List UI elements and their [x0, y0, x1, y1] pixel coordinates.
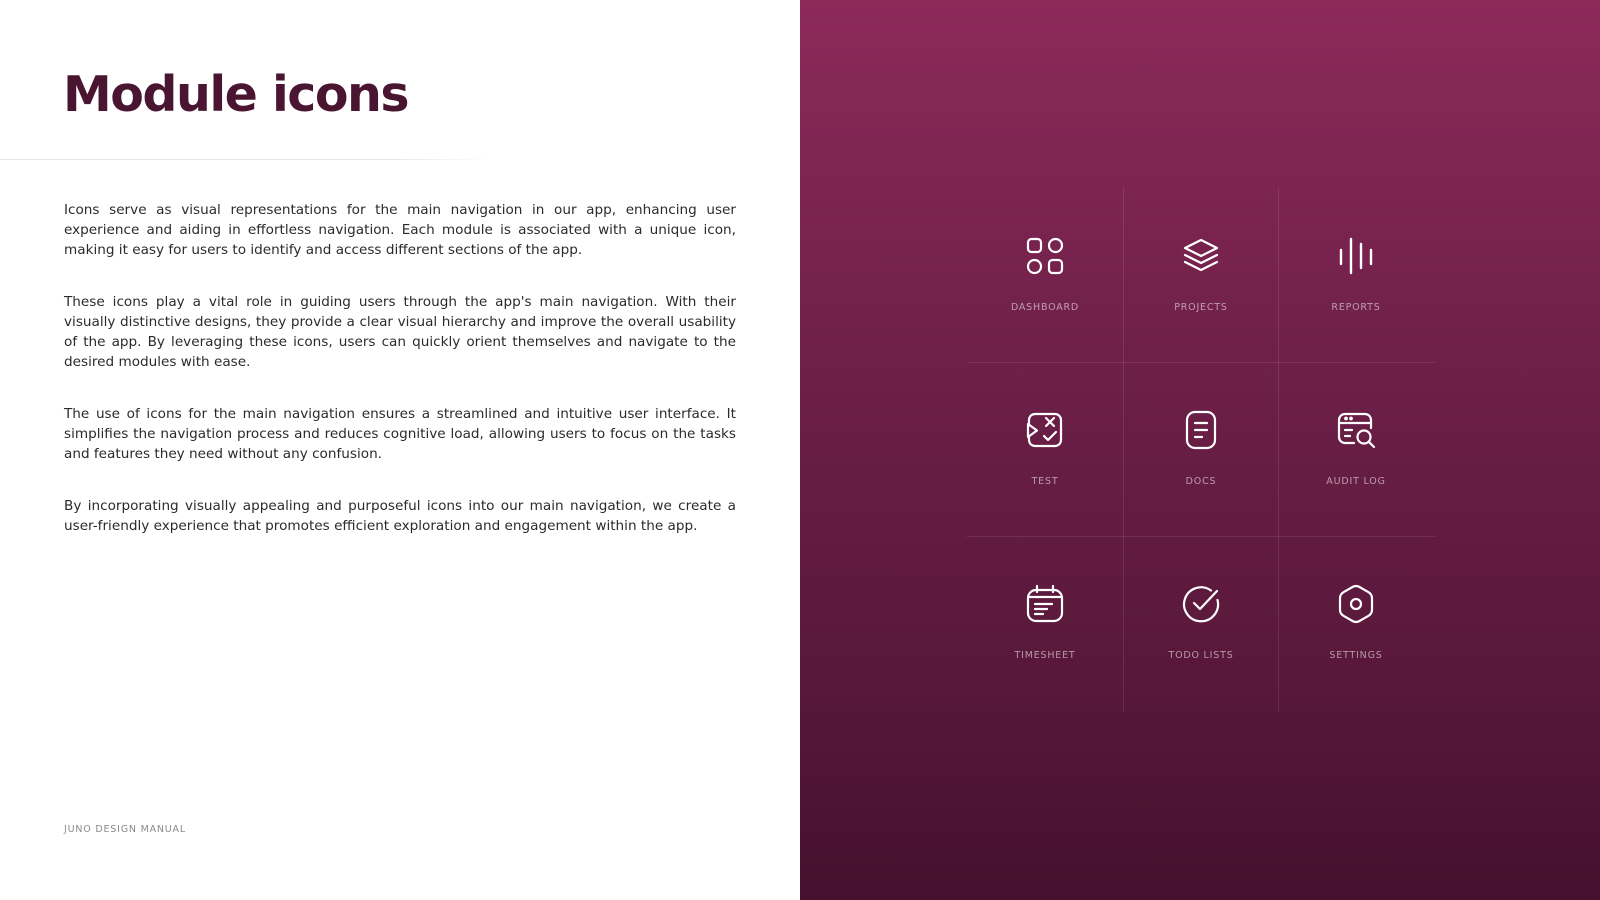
paragraph-4: By incorporating visually appealing and purposeful icons into our main navigation, we create a user-friendly experience that promotes efficient exploration and engagement within the app. — [64, 498, 736, 534]
module-label: TIMESHEET — [1014, 650, 1076, 661]
module-audit-log[interactable] — [1278, 362, 1434, 536]
module-projects[interactable] — [1123, 188, 1279, 362]
module-docs[interactable] — [1123, 362, 1279, 536]
module-label: AUDIT LOG — [1326, 476, 1386, 487]
module-label: PROJECTS — [1174, 302, 1228, 313]
page-title: Module icons — [63, 66, 409, 123]
test-icon — [1025, 410, 1065, 450]
dashboard-icon — [1025, 236, 1065, 276]
calendar-icon — [1025, 584, 1065, 624]
module-label: SETTINGS — [1329, 650, 1383, 661]
module-label: TEST — [1031, 476, 1059, 487]
module-label: REPORTS — [1331, 302, 1381, 313]
bars-icon — [1336, 236, 1376, 276]
layers-icon — [1181, 236, 1221, 276]
module-reports[interactable] — [1278, 188, 1434, 362]
title-divider — [0, 159, 490, 160]
module-timesheet[interactable] — [967, 536, 1123, 710]
module-todo-lists[interactable] — [1123, 536, 1279, 710]
check-circle-icon — [1181, 584, 1221, 624]
body-text — [64, 200, 736, 568]
module-label: TODO LISTS — [1168, 650, 1234, 661]
paragraph-1: Icons serve as visual representations for the main navigation in our app, enhancing user experience and aiding in effortless navigation. Each module is associated with a unique icon, making it easy for users to identify and access different sections of the app. — [64, 202, 736, 258]
module-settings[interactable] — [1278, 536, 1434, 710]
module-label: DASHBOARD — [1010, 302, 1080, 313]
module-test[interactable] — [967, 362, 1123, 536]
footer-label: JUNO DESIGN MANUAL — [64, 824, 186, 835]
paragraph-3: The use of icons for the main navigation ensures a streamlined and intuitive user interface. It simplifies the navigation process and reduces cognitive load, allowing users to focus on the tasks and features they need without any confusion. — [64, 406, 736, 462]
icon-panel — [800, 0, 1600, 900]
gear-hexagon-icon — [1336, 584, 1376, 624]
module-dashboard[interactable] — [967, 188, 1123, 362]
module-label: DOCS — [1185, 476, 1217, 487]
document-icon — [1181, 410, 1221, 450]
module-icon-grid — [967, 188, 1435, 712]
audit-log-icon — [1336, 410, 1376, 450]
paragraph-2: These icons play a vital role in guiding users through the app's main navigation. With their visually distinctive designs, they provide a clear visual hierarchy and improve the overall usability of the app. By leveraging these icons, users can quickly orient themselves and navigate to the desired modules with ease. — [64, 294, 736, 370]
